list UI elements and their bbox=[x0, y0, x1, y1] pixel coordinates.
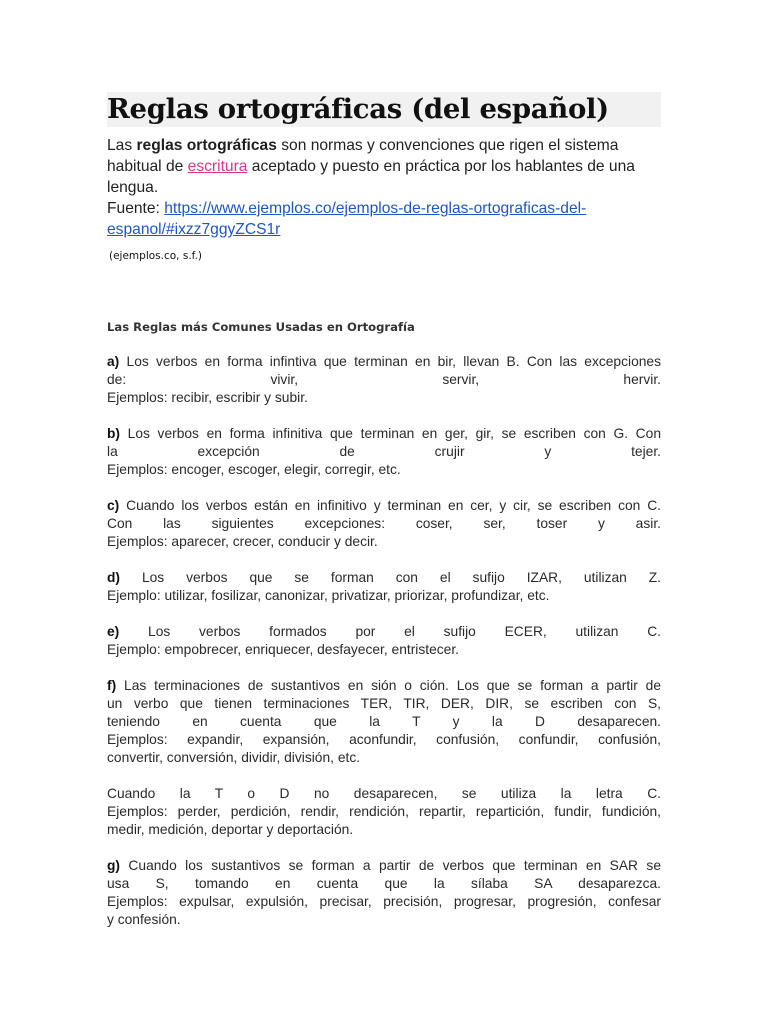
source-label: Fuente: bbox=[107, 200, 165, 217]
rule-line: Ejemplos: perder, perdición, rendir, rendición, repartir, repartición, fundir, fundición, bbox=[107, 804, 661, 819]
document-page bbox=[107, 92, 661, 929]
rule-paragraph bbox=[107, 623, 661, 659]
rule-line: e) Los verbos formados por el sufijo ECER, utilizan C. bbox=[107, 624, 661, 639]
rule-letter: a) bbox=[107, 354, 120, 369]
page-title: Reglas ortográficas (del español) bbox=[107, 93, 609, 125]
rule-paragraph bbox=[107, 857, 661, 929]
rule-paragraph bbox=[107, 569, 661, 605]
rules-list bbox=[107, 353, 661, 929]
rule-line: Ejemplos: expulsar, expulsión, precisar, precisión, progresar, progresión, confesar bbox=[107, 894, 661, 909]
rule-line: Ejemplos: expandir, expansión, aconfundir, confusión, confundir, confusión, bbox=[107, 732, 661, 747]
rule-line: Ejemplos: aparecer, crecer, conducir y decir. bbox=[107, 534, 378, 549]
intro-pre: Las bbox=[107, 137, 137, 154]
rule-letter: d) bbox=[107, 570, 121, 585]
rule-line: y confesión. bbox=[107, 912, 181, 927]
rule-line: g) Cuando los sustantivos se forman a partir de verbos que terminan en SAR se bbox=[107, 858, 661, 873]
rule-line: usa S, tomando en cuenta que la sílaba SA desaparezca. bbox=[107, 876, 661, 891]
rule-paragraph bbox=[107, 353, 661, 407]
rule-line: Ejemplo: empobrecer, enriquecer, desfayecer, entristecer. bbox=[107, 642, 460, 657]
rule-line: Ejemplos: encoger, escoger, elegir, corregir, etc. bbox=[107, 462, 401, 477]
rule-letter: c) bbox=[107, 498, 120, 513]
rule-paragraph bbox=[107, 425, 661, 479]
rule-line: Ejemplo: utilizar, fosilizar, canonizar, privatizar, priorizar, profundizar, etc. bbox=[107, 588, 550, 603]
rule-line: Cuando la T o D no desaparecen, se utiliza la letra C. bbox=[107, 786, 661, 801]
intro-paragraph bbox=[107, 135, 661, 240]
rule-line: Con las siguientes excepciones: coser, ser, toser y asir. bbox=[107, 516, 661, 531]
rule-letter: e) bbox=[107, 624, 120, 639]
rule-line: b) Los verbos en forma infinitiva que terminan en ger, gir, se escriben con G. Con bbox=[107, 426, 661, 441]
rule-line: Ejemplos: recibir, escribir y subir. bbox=[107, 390, 308, 405]
rule-line: de: vivir, servir, hervir. bbox=[107, 372, 661, 387]
rule-line: convertir, conversión, dividir, división, etc. bbox=[107, 750, 361, 765]
citation: (ejemplos.co, s.f.) bbox=[109, 250, 203, 262]
rule-line: f) Las terminaciones de sustantivos en sión o ción. Los que se forman a partir de bbox=[107, 678, 661, 693]
escritura-link[interactable]: escritura bbox=[187, 158, 248, 175]
rule-letter: b) bbox=[107, 426, 121, 441]
rule-line: c) Cuando los verbos están en infinitivo y terminan en cer, y cir, se escriben con C. bbox=[107, 498, 661, 513]
rule-paragraph bbox=[107, 677, 661, 767]
rule-letter: f) bbox=[107, 678, 117, 693]
title-bar bbox=[107, 92, 661, 127]
rule-line: teniendo en cuenta que la T y la D desaparecen. bbox=[107, 714, 661, 729]
rule-letter: g) bbox=[107, 858, 121, 873]
rule-paragraph bbox=[107, 497, 661, 551]
section-title: Las Reglas más Comunes Usadas en Ortografía bbox=[107, 320, 415, 334]
rule-line: un verbo que tienen terminaciones TER, TIR, DER, DIR, se escriben con S, bbox=[107, 696, 661, 711]
rule-line: d) Los verbos que se forman con el sufijo IZAR, utilizan Z. bbox=[107, 570, 661, 585]
rule-line: la excepción de crujir y tejer. bbox=[107, 444, 661, 459]
intro-post1: son normas y convenciones que rigen el sistema habitual de bbox=[107, 137, 619, 175]
rule-line: a) Los verbos en forma infintiva que terminan en bir, llevan B. Con las excepciones bbox=[107, 354, 661, 369]
rule-paragraph bbox=[107, 785, 661, 839]
intro-post2: aceptado y puesto en práctica por los hablantes de una lengua. bbox=[107, 158, 635, 196]
source-link[interactable]: https://www.ejemplos.co/ejemplos-de-reglas-ortograficas-del- espanol/#ixzz7ggyZCS1r bbox=[107, 200, 587, 238]
rule-line: medir, medición, deportar y deportación. bbox=[107, 822, 354, 837]
intro-bold: reglas ortográficas bbox=[136, 137, 277, 154]
